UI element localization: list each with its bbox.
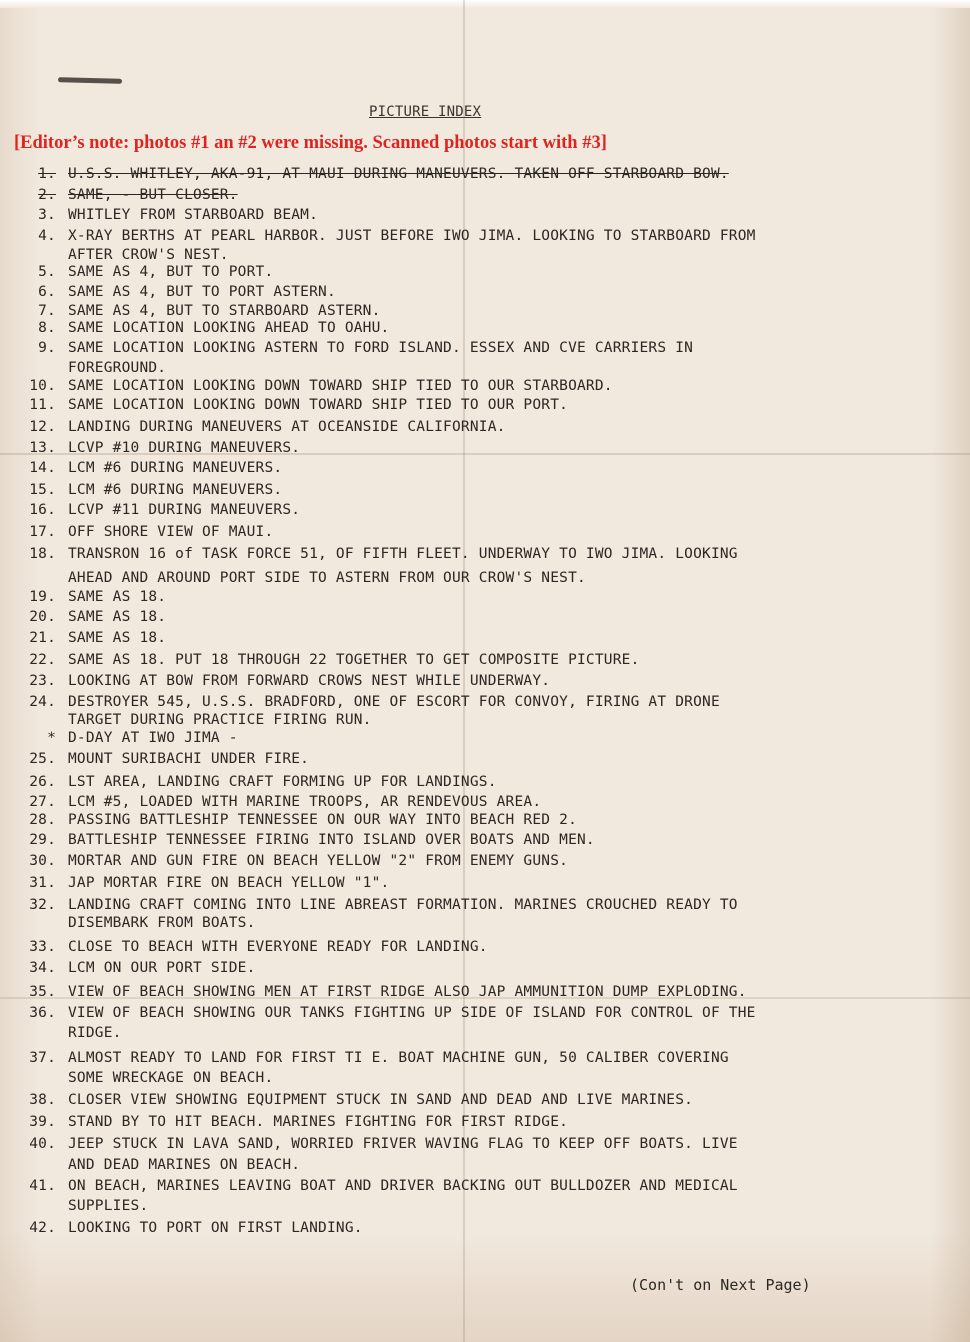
entry-number: 34.	[29, 960, 56, 976]
entry-text: CLOSER VIEW SHOWING EQUIPMENT STUCK IN SAND AND DEAD AND LIVE MARINES.	[68, 1092, 694, 1108]
entry-number: 8.	[38, 320, 56, 336]
entry-number: 7.	[38, 303, 56, 319]
entry-number: 30.	[29, 853, 56, 869]
entry-number: 37.	[29, 1050, 56, 1066]
entry-text: LCM #6 DURING MANEUVERS.	[68, 482, 283, 498]
entry-number: 40.	[29, 1136, 56, 1152]
entry-text: SAME, - BUT CLOSER.	[68, 187, 238, 203]
entry-number: 4.	[38, 228, 56, 244]
entry-number: 27.	[29, 794, 56, 810]
entry-text: WHITLEY FROM STARBOARD BEAM.	[68, 207, 319, 223]
entry-text: TARGET DURING PRACTICE FIRING RUN.	[68, 712, 372, 728]
entry-number: 11.	[29, 397, 56, 413]
entry-number: 26.	[29, 774, 56, 790]
entry-text: MOUNT SURIBACHI UNDER FIRE.	[68, 751, 310, 767]
entry-text: SAME AS 18. PUT 18 THROUGH 22 TOGETHER TO GET COMPOSITE PICTURE.	[68, 652, 640, 668]
entry-number: 17.	[29, 524, 56, 540]
entry-number: 20.	[29, 609, 56, 625]
entry-number: 14.	[29, 460, 56, 476]
entry-number: 18.	[29, 546, 56, 562]
entry-text: SAME LOCATION LOOKING DOWN TOWARD SHIP TIED TO OUR PORT.	[68, 397, 569, 413]
entry-text: X-RAY BERTHS AT PEARL HARBOR. JUST BEFORE IWO JIMA. LOOKING TO STARBOARD FROM	[68, 228, 756, 244]
entry-text: TRANSRON 16 of TASK FORCE 51, OF FIFTH FLEET. UNDERWAY TO IWO JIMA. LOOKING	[68, 546, 738, 562]
entry-text: MORTAR AND GUN FIRE ON BEACH YELLOW "2" FROM ENEMY GUNS.	[68, 853, 569, 869]
entry-text: JEEP STUCK IN LAVA SAND, WORRIED FRIVER WAVING FLAG TO KEEP OFF BOATS. LIVE	[68, 1136, 738, 1152]
entry-number: 22.	[29, 652, 56, 668]
entry-number: 39.	[29, 1114, 56, 1130]
entry-number: 25.	[29, 751, 56, 767]
entry-text: PASSING BATTLESHIP TENNESSEE ON OUR WAY INTO BEACH RED 2.	[68, 812, 577, 828]
entry-text: DESTROYER 545, U.S.S. BRADFORD, ONE OF ESCORT FOR CONVOY, FIRING AT DRONE	[68, 694, 720, 710]
entry-text: RIDGE.	[68, 1025, 122, 1041]
entry-number: 36.	[29, 1005, 56, 1021]
entry-text: OFF SHORE VIEW OF MAUI.	[68, 524, 274, 540]
entry-number: 19.	[29, 589, 56, 605]
entry-text: SUPPLIES.	[68, 1198, 149, 1214]
entry-number: 38.	[29, 1092, 56, 1108]
entry-text: SAME LOCATION LOOKING AHEAD TO OAHU.	[68, 320, 390, 336]
entry-number: 9.	[38, 340, 56, 356]
entry-text: SAME AS 4, BUT TO PORT ASTERN.	[68, 284, 336, 300]
entry-number: 6.	[38, 284, 56, 300]
entry-number: 32.	[29, 897, 56, 913]
entry-text: D-DAY AT IWO JIMA -	[68, 730, 238, 746]
entry-text: LCM ON OUR PORT SIDE.	[68, 960, 256, 976]
entry-text: CLOSE TO BEACH WITH EVERYONE READY FOR LANDING.	[68, 939, 488, 955]
entry-text: SAME LOCATION LOOKING DOWN TOWARD SHIP TIED TO OUR STARBOARD.	[68, 378, 613, 394]
entry-number: 28.	[29, 812, 56, 828]
entry-text: LANDING CRAFT COMING INTO LINE ABREAST FORMATION. MARINES CROUCHED READY TO	[68, 897, 738, 913]
entry-text: AND DEAD MARINES ON BEACH.	[68, 1157, 301, 1173]
entry-text: FOREGROUND.	[68, 360, 167, 376]
entry-number: 5.	[38, 264, 56, 280]
entry-text: SAME LOCATION LOOKING ASTERN TO FORD ISLAND. ESSEX AND CVE CARRIERS IN	[68, 340, 694, 356]
entry-number: 13.	[29, 440, 56, 456]
entry-text: LCVP #11 DURING MANEUVERS.	[68, 502, 301, 518]
entry-text: SAME AS 4, BUT TO STARBOARD ASTERN.	[68, 303, 381, 319]
entry-text: JAP MORTAR FIRE ON BEACH YELLOW "1".	[68, 875, 390, 891]
entry-text: LCVP #10 DURING MANEUVERS.	[68, 440, 301, 456]
entry-text: VIEW OF BEACH SHOWING OUR TANKS FIGHTING UP SIDE OF ISLAND FOR CONTROL OF THE	[68, 1005, 756, 1021]
entry-text: BATTLESHIP TENNESSEE FIRING INTO ISLAND OVER BOATS AND MEN.	[68, 832, 595, 848]
entry-number: 42.	[29, 1220, 56, 1236]
entry-number: 24.	[29, 694, 56, 710]
entry-text: ON BEACH, MARINES LEAVING BOAT AND DRIVER BACKING OUT BULLDOZER AND MEDICAL	[68, 1178, 738, 1194]
entry-text: SAME AS 4, BUT TO PORT.	[68, 264, 274, 280]
entry-number: 10.	[29, 378, 56, 394]
entry-number: 23.	[29, 673, 56, 689]
entry-number: 1.	[38, 166, 56, 182]
entry-text: LCM #6 DURING MANEUVERS.	[68, 460, 283, 476]
entry-text: DISEMBARK FROM BOATS.	[68, 915, 256, 931]
entry-text: LST AREA, LANDING CRAFT FORMING UP FOR LANDINGS.	[68, 774, 497, 790]
entry-text: SAME AS 18.	[68, 630, 167, 646]
continued-note: (Con't on Next Page)	[630, 1276, 811, 1294]
entry-text: LOOKING TO PORT ON FIRST LANDING.	[68, 1220, 363, 1236]
pencil-mark	[58, 77, 122, 84]
entry-number: 35.	[29, 984, 56, 1000]
entry-number: 41.	[29, 1178, 56, 1194]
entry-text: AHEAD AND AROUND PORT SIDE TO ASTERN FROM OUR CROW'S NEST.	[68, 570, 586, 586]
entry-number: 12.	[29, 419, 56, 435]
entry-number: 15.	[29, 482, 56, 498]
entry-text: ALMOST READY TO LAND FOR FIRST TI E. BOAT MACHINE GUN, 50 CALIBER COVERING	[68, 1050, 729, 1066]
entry-text: VIEW OF BEACH SHOWING MEN AT FIRST RIDGE ALSO JAP AMMUNITION DUMP EXPLODING.	[68, 984, 747, 1000]
entry-number: 31.	[29, 875, 56, 891]
entry-text: U.S.S. WHITLEY, AKA-91, AT MAUI DURING MANEUVERS. TAKEN OFF STARBOARD BOW.	[68, 166, 729, 182]
page-top-edge	[0, 0, 970, 8]
entry-number: 29.	[29, 832, 56, 848]
entry-text: SOME WRECKAGE ON BEACH.	[68, 1070, 274, 1086]
entry-number: 21.	[29, 630, 56, 646]
document-title: PICTURE INDEX	[369, 104, 482, 120]
entry-number: 3.	[38, 207, 56, 223]
editor-note: [Editor’s note: photos #1 an #2 were missing. Scanned photos start with #3]	[14, 133, 607, 153]
entry-text: SAME AS 18.	[68, 589, 167, 605]
entry-text: LANDING DURING MANEUVERS AT OCEANSIDE CALIFORNIA.	[68, 419, 506, 435]
entry-text: SAME AS 18.	[68, 609, 167, 625]
entry-number: 33.	[29, 939, 56, 955]
entry-text: STAND BY TO HIT BEACH. MARINES FIGHTING FOR FIRST RIDGE.	[68, 1114, 569, 1130]
entry-text: LOOKING AT BOW FROM FORWARD CROWS NEST WHILE UNDERWAY.	[68, 673, 551, 689]
entry-text: LCM #5, LOADED WITH MARINE TROOPS, AR RENDEVOUS AREA.	[68, 794, 542, 810]
entry-number: *	[47, 730, 56, 746]
entry-number: 16.	[29, 502, 56, 518]
entry-number: 2.	[38, 187, 56, 203]
entry-text: AFTER CROW'S NEST.	[68, 247, 229, 263]
